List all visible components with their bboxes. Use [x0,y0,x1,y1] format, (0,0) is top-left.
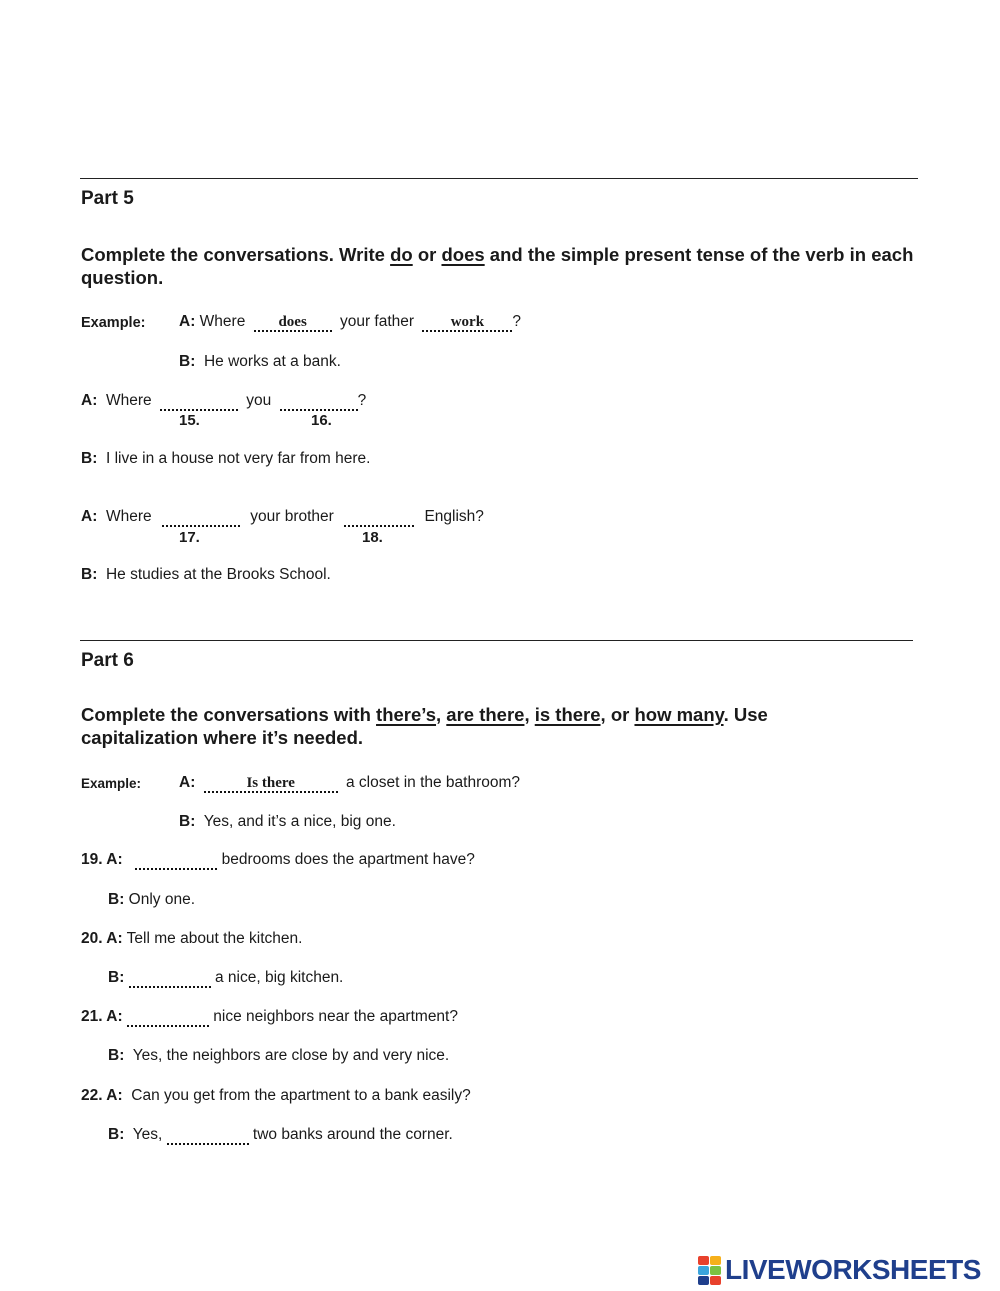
number-15: 15. [179,412,200,429]
logo-block-icon [698,1256,709,1265]
part5-title: Part 5 [81,188,134,209]
answer-18-input[interactable] [344,509,414,527]
q19-a-line: 19. A: bedrooms does the apartment have? [81,851,475,868]
part6-example-a-line: A: Is there a closet in the bathroom? [179,774,521,791]
part5-example-label: Example: [81,315,146,331]
answer-17-input[interactable] [162,509,240,527]
q15-16-b-line: B: I live in a house not very far from here. [81,450,371,467]
answer-19-field[interactable] [135,853,217,869]
logo-block-icon [698,1266,709,1275]
q19-b-line: B: Only one. [108,891,196,908]
logo-text: LIVEWORKSHEETS [725,1254,981,1285]
answer-22-field[interactable] [167,1128,249,1144]
top-divider [80,178,918,179]
middle-divider [80,640,913,641]
answer-20-input[interactable] [129,970,211,988]
answer-16-field[interactable] [280,394,358,410]
number-16: 16. [311,412,332,429]
part5-instructions: Complete the conversations. Write do or does and the simple present tense of the verb in each question. [81,244,914,288]
logo-block-icon [710,1276,721,1285]
answer-19-input[interactable] [135,852,217,870]
logo-block-icon [710,1266,721,1275]
q17-18-b-line: B: He studies at the Brooks School. [81,566,331,583]
answer-18-field[interactable] [344,510,414,526]
part6-title: Part 6 [81,650,134,671]
liveworksheets-logo [698,1255,981,1285]
q21-b-line: B: Yes, the neighbors are close by and very nice. [108,1047,450,1064]
q21-a-line: 21. A: nice neighbors near the apartment? [81,1008,458,1025]
answer-21-input[interactable] [127,1009,209,1027]
q22-b-line: B: Yes, two banks around the corner. [108,1126,453,1143]
part5-example-b-line: B: He works at a bank. [179,353,341,370]
answer-17-field[interactable] [162,510,240,526]
keyword-how-many: how many [634,704,724,725]
part6-example-b-line: B: Yes, and it’s a nice, big one. [179,813,396,830]
answer-22-input[interactable] [167,1127,249,1145]
answer-16-input[interactable] [280,393,358,411]
answer-15-field[interactable] [160,394,238,410]
q15-16-a-line: A: Where you ? [81,392,367,409]
example-blank-does: does [254,314,332,332]
q20-a-line: 20. A: Tell me about the kitchen. [81,930,303,947]
part6-instructions: Complete the conversations with there’s, are there, is there, or how many. Use capitalization where it’s needed. [81,704,768,748]
answer-15-input[interactable] [160,393,238,411]
number-18: 18. [362,529,383,546]
keyword-do: do [390,244,413,265]
keyword-are-there: are there [446,704,525,725]
keyword-does: does [441,244,485,265]
q17-18-a-line: A: Where your brother English? [81,508,484,525]
example-blank-work: work [422,314,512,332]
answer-21-field[interactable] [127,1010,209,1026]
q22-a-line: 22. A: Can you get from the apartment to a bank easily? [81,1087,471,1104]
number-17: 17. [179,529,200,546]
part5-example-a-line: A: Where does your father work ? [179,313,521,330]
keyword-is-there: is there [534,704,601,725]
q20-b-line: B: a nice, big kitchen. [108,969,344,986]
part6-example-label: Example: [81,776,142,791]
keyword-theres: there’s [376,704,437,725]
logo-block-icon [698,1276,709,1285]
logo-blocks-icon [698,1256,721,1285]
logo-block-icon [710,1256,721,1265]
answer-20-field[interactable] [129,971,211,987]
example-blank-is-there: Is there [204,775,338,793]
